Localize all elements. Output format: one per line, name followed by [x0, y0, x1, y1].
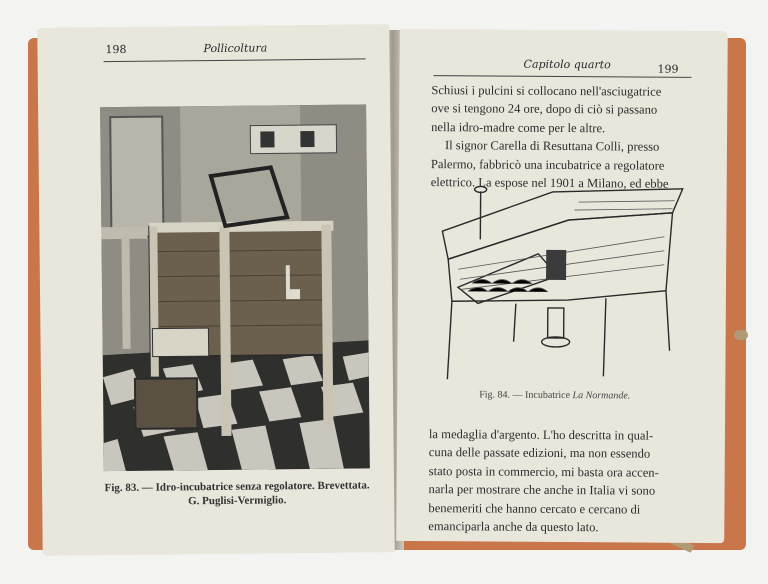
incubator-engraving [427, 179, 690, 383]
closing-paragraph [428, 425, 659, 537]
right-page [396, 29, 728, 543]
text-line: benemeriti che hanno cercato e cercano di [428, 500, 641, 517]
header-rule [104, 58, 366, 62]
text-line: nella idro-madre come per le altre. [431, 119, 606, 136]
incubator-photo [100, 104, 370, 471]
left-page [37, 24, 395, 556]
figure-caption [479, 389, 630, 401]
body-paragraph [431, 81, 670, 193]
text-line: narla per mostrare che anche in Italia vi sono [428, 482, 656, 498]
figure-caption [94, 478, 380, 509]
figure-caption-line1: Fig. 83. — Idro-incubatrice senza regolatore. Brevettata. [104, 479, 370, 495]
incubator-photo-illustration [100, 104, 370, 471]
text-line: la medaglia d'argento. L'ho descritta in qual- [428, 427, 654, 443]
text-line: emanciparla anche da questo lato. [428, 519, 599, 535]
page-number: 198 [105, 42, 127, 57]
text-line: Palermo, fabbricò una incubatrice a regolatore [430, 156, 665, 173]
figure-caption-title: La Normande. [572, 390, 631, 402]
text-line: cuna delle passate edizioni, ma non essendo [428, 445, 651, 462]
running-head: Capitolo quarto [523, 57, 611, 72]
text-line: stato posta in commercio, mi basta ora accen- [428, 463, 659, 480]
text-line: elettrico. La espose nel 1901 a Milano, ed ebbe [430, 175, 669, 191]
running-head: Pollicoltura [203, 41, 268, 56]
text-line: ove si tengono 24 ore, dopo di ciò si passano [431, 101, 658, 118]
figure-caption-line2: G. Puglisi-Vermiglio. [187, 494, 287, 508]
text-line: Il signor Carella di Resuttana Colli, presso [444, 138, 660, 154]
figure-caption-prefix: Fig. 84. — Incubatrice [479, 389, 571, 402]
bookmark-ribbon [734, 330, 748, 340]
text-line: Schiusi i pulcini si collocano nell'asciugatrice [431, 83, 662, 99]
header-rule [433, 75, 691, 78]
page-number: 199 [657, 62, 679, 76]
